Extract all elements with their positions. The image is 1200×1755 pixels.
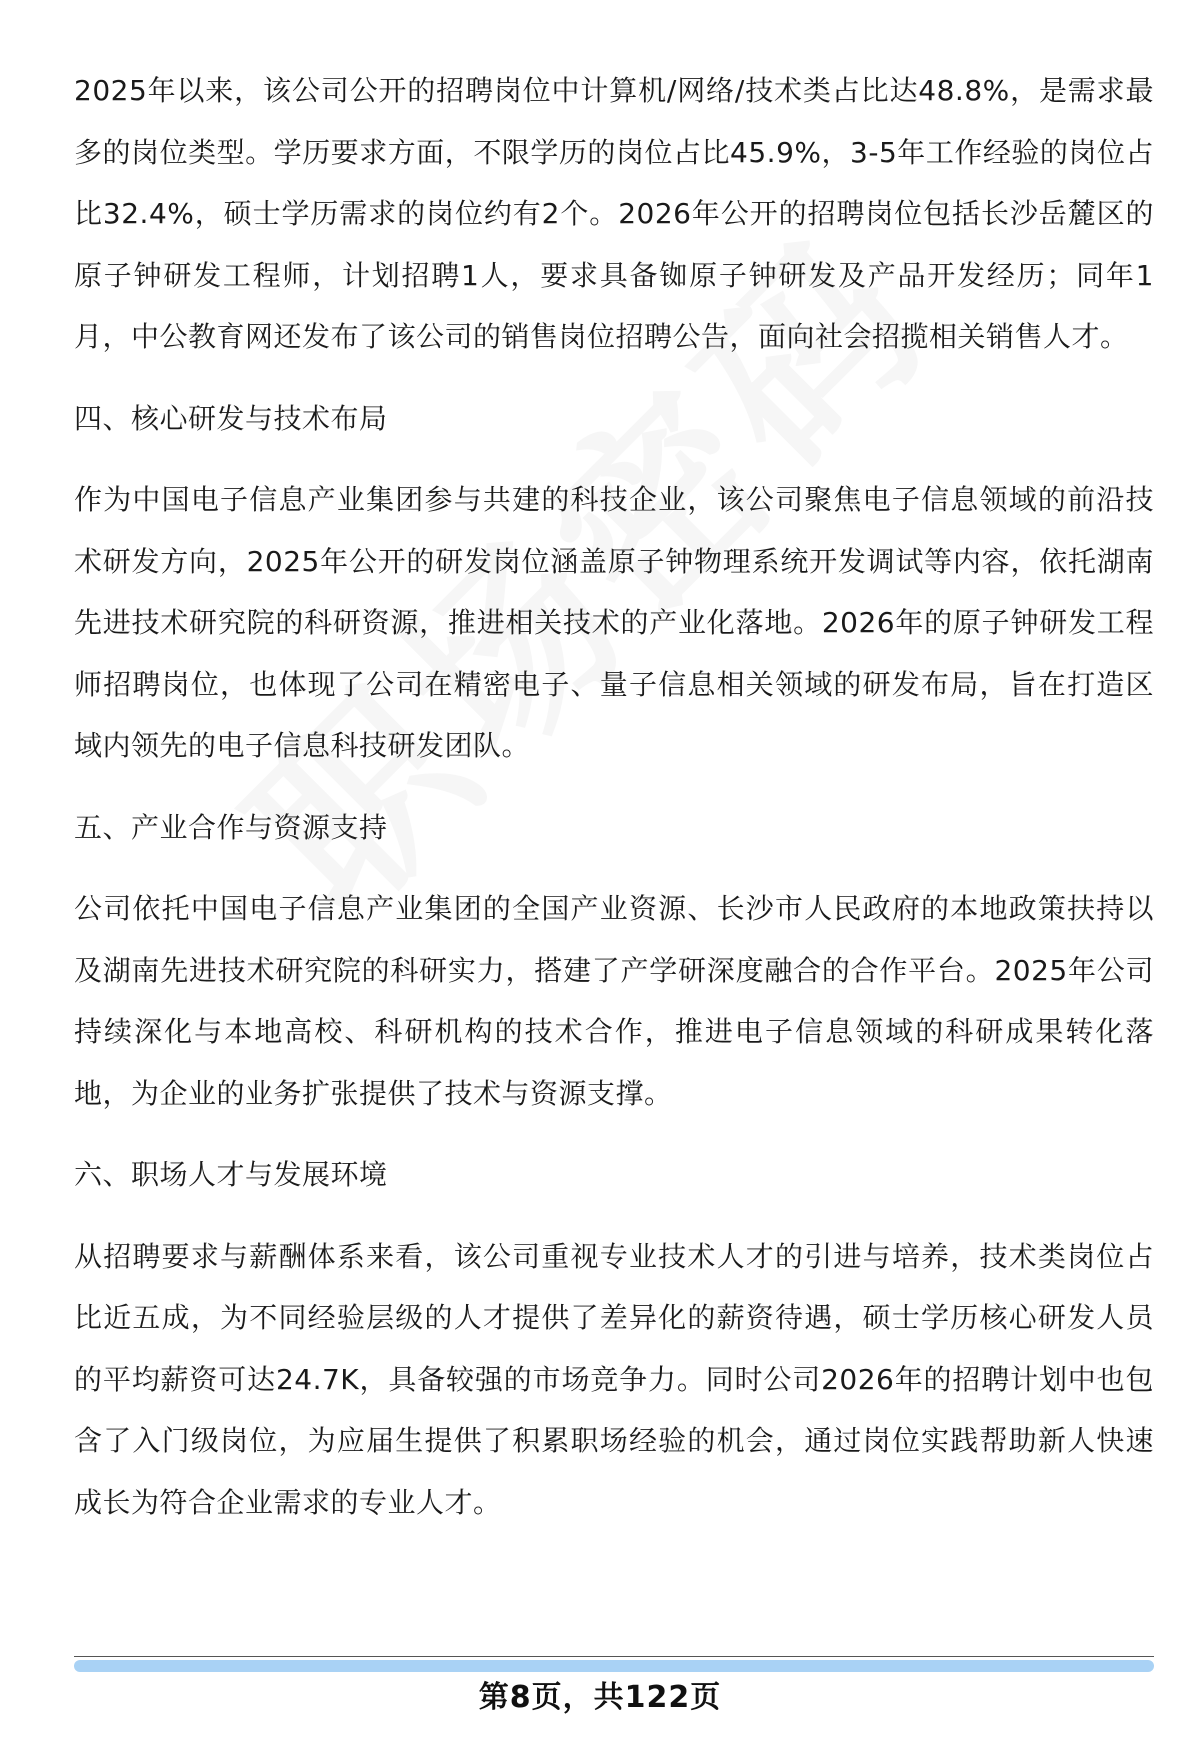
- section-heading-rd: 四、核心研发与技术布局: [74, 401, 388, 435]
- footer-bar: [74, 1660, 1154, 1672]
- footer-divider: [74, 1656, 1154, 1657]
- document-body: [74, 60, 1154, 1533]
- paragraph-cooperation: 公司依托中国电子信息产业集团的全国产业资源、长沙市人民政府的本地政策扶持以及湖南先进技术研究院的科研实力，搭建了产学研深度融合的合作平台。2025年公司持续深化与本地高校、科研机构的技术合作，推进电子信息领域的科研成果转化落地，为企业的业务扩张提供了技术与资源支撑。: [74, 892, 1154, 1110]
- section-heading-cooperation: 五、产业合作与资源支持: [74, 810, 388, 844]
- paragraph-recruitment: 2025年以来，该公司公开的招聘岗位中计算机/网络/技术类占比达48.8%，是需求最多的岗位类型。学历要求方面，不限学历的岗位占比45.9%，3-5年工作经验的岗位占比32.4%，硕士学历需求的岗位约有2个。2026年公开的招聘岗位包括长沙岳麓区的原子钟研发工程师，计划招聘1人，要求具备铷原子钟研发及产品开发经历；同年1月，中公教育网还发布了该公司的销售岗位招聘公告，面向社会招揽相关销售人才。: [74, 74, 1154, 353]
- paragraph-rd: 作为中国电子信息产业集团参与共建的科技企业，该公司聚焦电子信息领域的前沿技术研发方向，2025年公开的研发岗位涵盖原子钟物理系统开发调试等内容，依托湖南先进技术研究院的科研资源，推进相关技术的产业化落地。2026年的原子钟研发工程师招聘岗位，也体现了公司在精密电子、量子信息相关领域的研发布局，旨在打造区域内领先的电子信息科技研发团队。: [74, 483, 1154, 762]
- page-number: 第8页，共122页: [478, 1680, 722, 1715]
- section-heading-talent: 六、职场人才与发展环境: [74, 1158, 388, 1191]
- paragraph-talent: 从招聘要求与薪酬体系来看，该公司重视专业技术人才的引进与培养，技术类岗位占比近五成，为不同经验层级的人才提供了差异化的薪资待遇，硕士学历核心研发人员的平均薪资可达24.7K，具备较强的市场竞争力。同时公司2026年的招聘计划中也包含了入门级岗位，为应届生提供了积累职场经验的机会，通过岗位实践帮助新人快速成长为符合企业需求的专业人才。: [74, 1239, 1154, 1519]
